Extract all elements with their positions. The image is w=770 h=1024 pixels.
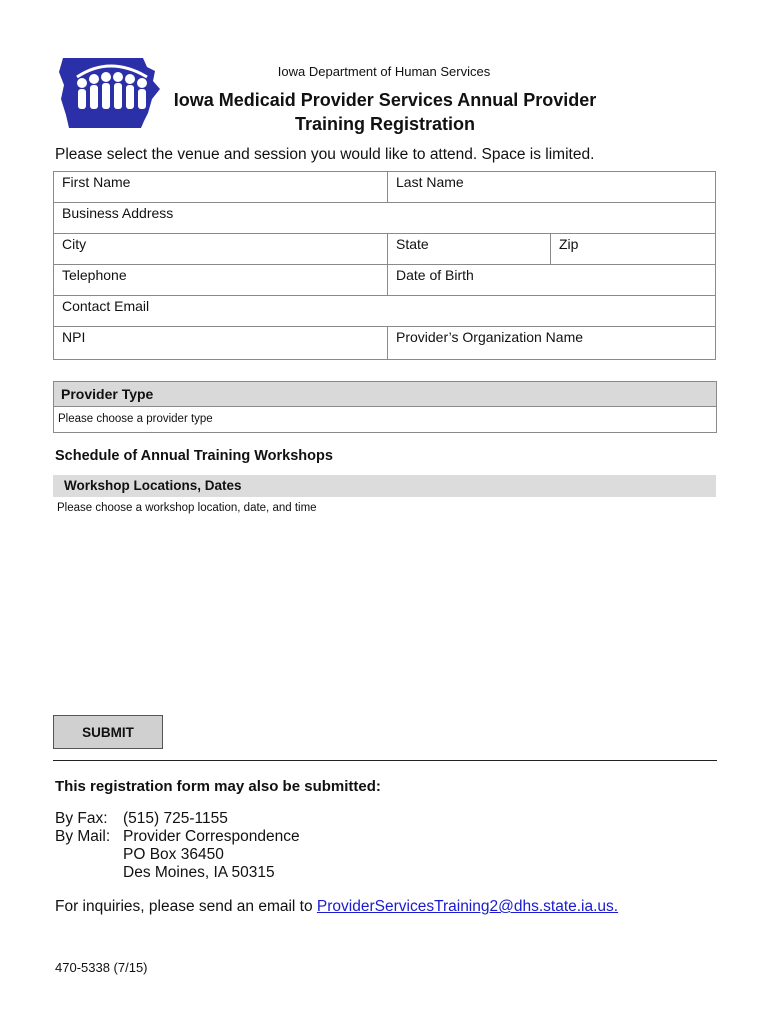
inquiry-label: For inquiries, please send an email to (55, 898, 317, 915)
intro-text: Please select the venue and session you would like to attend. Space is limited. (55, 146, 595, 163)
telephone-field[interactable] (54, 265, 388, 296)
divider (53, 760, 717, 761)
organization-name-label: Provider’s Organization Name (396, 329, 584, 345)
telephone-label: Telephone (62, 267, 127, 283)
inquiry-email-link[interactable]: ProviderServicesTraining2@dhs.state.ia.us. (316, 898, 619, 915)
schedule-heading: Schedule of Annual Training Workshops (55, 448, 333, 464)
workshop-column-label: Workshop Locations, Dates (64, 478, 242, 493)
state-field[interactable] (388, 234, 551, 265)
mail-address-line-3: Des Moines, IA 50315 (123, 864, 275, 881)
npi-field[interactable] (54, 327, 388, 360)
business-address-field[interactable] (54, 203, 716, 234)
mail-address (123, 828, 300, 882)
zip-label: Zip (559, 236, 579, 252)
title-line-1: Iowa Medicaid Provider Services Annual Provider (173, 90, 597, 110)
last-name-field[interactable] (388, 172, 716, 203)
contact-email-field[interactable] (54, 296, 716, 327)
contact-email-label: Contact Email (62, 298, 150, 314)
department-name: Iowa Department of Human Services (277, 64, 491, 79)
date-of-birth-label: Date of Birth (396, 267, 474, 283)
fax-number: (515) 725-1155 (123, 810, 228, 827)
organization-name-field[interactable] (388, 327, 716, 360)
npi-label: NPI (62, 329, 86, 345)
zip-field[interactable] (551, 234, 716, 265)
workshop-column-header (53, 475, 716, 497)
registration-fields-table (53, 171, 716, 360)
first-name-field[interactable] (54, 172, 388, 203)
last-name-label: Last Name (396, 174, 464, 190)
city-label: City (62, 236, 87, 252)
city-field[interactable] (54, 234, 388, 265)
first-name-label: First Name (62, 174, 131, 190)
page-title (150, 88, 620, 136)
business-address-label: Business Address (62, 205, 174, 221)
inquiry-text (55, 898, 618, 916)
provider-type-section (53, 381, 717, 433)
mail-address-line-1: Provider Correspondence (123, 828, 300, 845)
alternate-submission-heading: This registration form may also be submitted: (55, 778, 381, 795)
state-label: State (396, 236, 429, 252)
workshop-select[interactable]: Please choose a workshop location, date, and time (57, 502, 317, 514)
submit-button[interactable]: SUBMIT (53, 715, 163, 749)
alternate-contact-block (55, 810, 300, 882)
title-line-2: Training Registration (294, 114, 476, 134)
fax-label: By Fax: (55, 810, 108, 827)
date-of-birth-field[interactable] (388, 265, 716, 296)
mail-label: By Mail: (55, 828, 111, 845)
form-number: 470-5338 (7/15) (55, 960, 148, 975)
provider-type-select[interactable]: Please choose a provider type (58, 413, 213, 425)
mail-address-line-2: PO Box 36450 (123, 846, 224, 863)
provider-type-heading: Provider Type (54, 382, 716, 407)
